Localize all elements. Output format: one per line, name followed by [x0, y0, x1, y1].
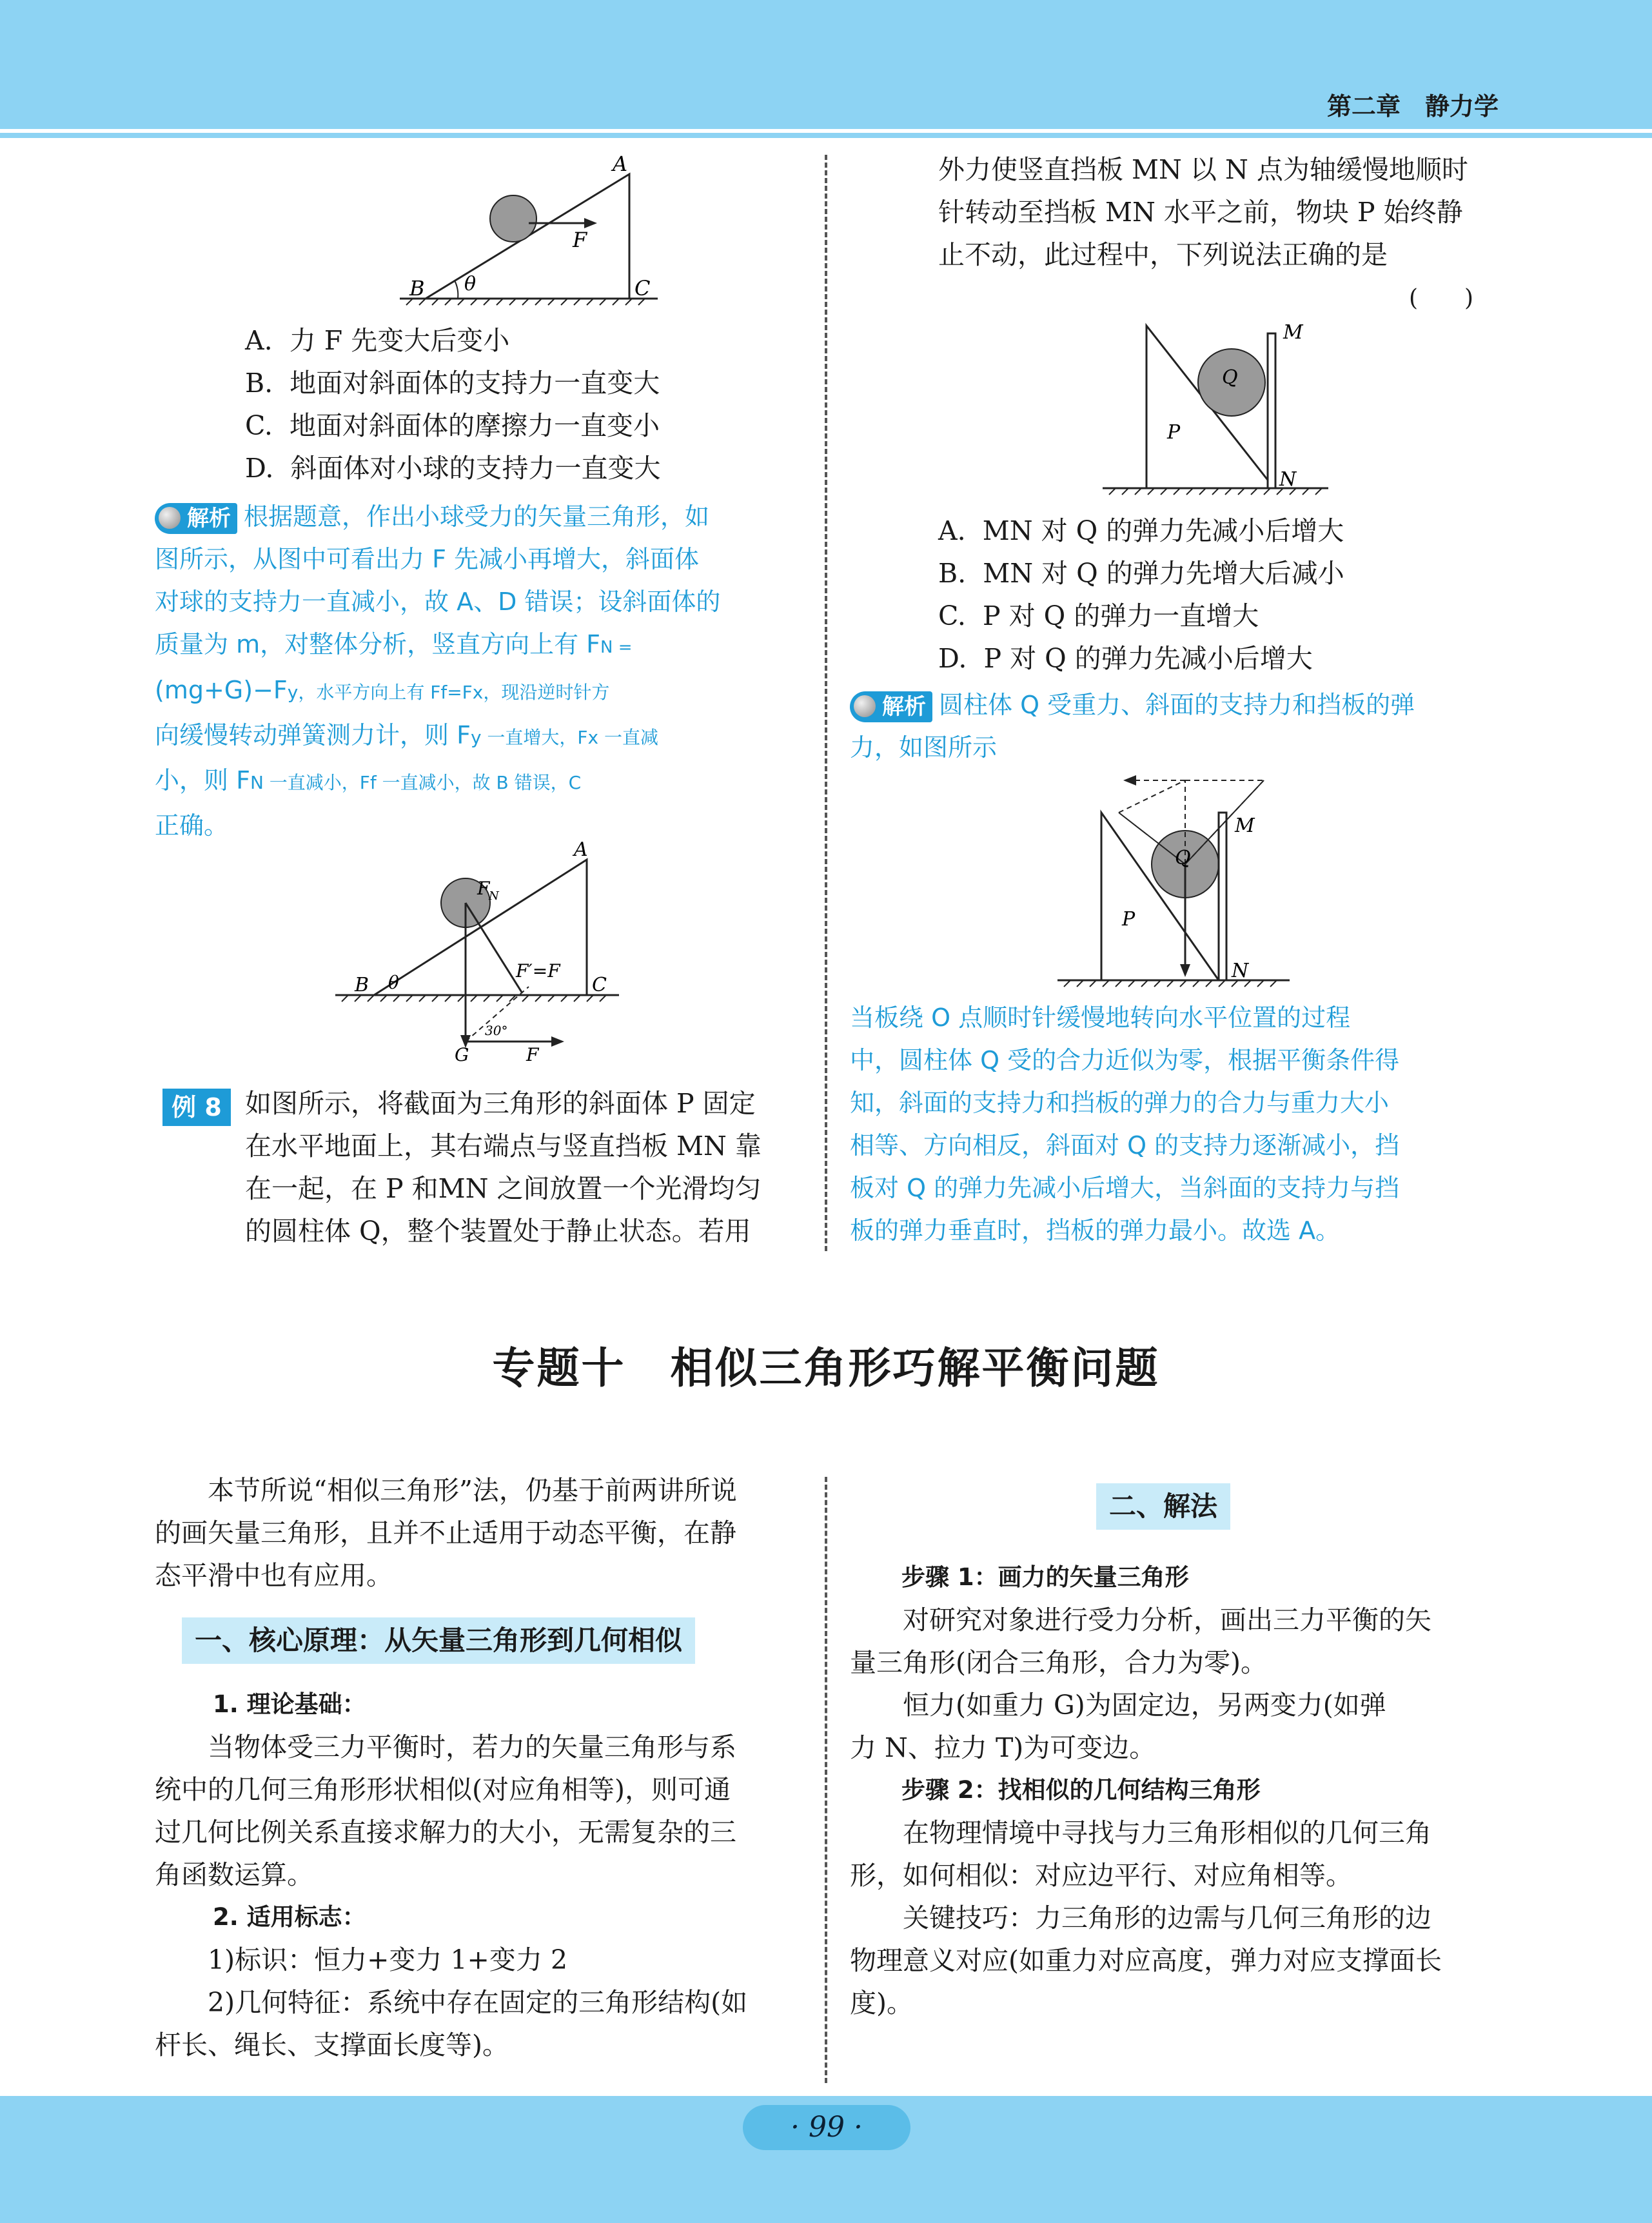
fig3-label-q: Q [1222, 366, 1238, 389]
intro-line: 本节所说“相似三角形”法，仍基于前两讲所说 [208, 1475, 737, 1506]
fig4-label-n: N [1232, 960, 1249, 982]
figure-wedge-cylinder [1096, 319, 1341, 503]
body-line: 关键技巧：力三角形的边需与几何三角形的边 [903, 1902, 1431, 1933]
option-a: A. 力 F 先变大后变小 [245, 325, 510, 356]
method-body [850, 1556, 1501, 2024]
option-a: A. MN 对 Q 的弹力先减小后增大 [938, 515, 1344, 546]
fig4-label-m: M [1235, 815, 1255, 837]
question-line: 针转动至挡板 MN 水平之前，物块 P 始终静 [938, 197, 1463, 228]
analysis-tag: 解析 [850, 691, 932, 722]
fig1-label-c: C [634, 276, 651, 301]
analysis-frag: x，现沿逆时针方 [472, 682, 610, 703]
analysis-line: 质量为 m，对整体分析，竖直方向上有 F [155, 630, 601, 658]
conclusion-line: 相等、方向相反，斜面对 Q 的支持力逐渐减小，挡 [850, 1131, 1400, 1160]
figure-incline-ball [387, 152, 664, 306]
analysis-frag: f 一直减小，故 B 错误，C [369, 772, 582, 793]
conclusion-line: 当板绕 O 点顺时针缓慢地转向水平位置的过程 [850, 1003, 1351, 1032]
conclusion-line: 板对 Q 的弹力先减小后增大，当斜面的支持力与挡 [850, 1174, 1400, 1202]
conclusion-line: 中，圆柱体 Q 受的合力近似为零，根据平衡条件得 [850, 1046, 1400, 1074]
example-tag: 例 8 [162, 1089, 231, 1126]
option-c: C. P 对 Q 的弹力一直增大 [938, 600, 1259, 631]
fig3-label-n: N [1279, 468, 1297, 491]
core-principle-body [155, 1683, 806, 2066]
fig1-label-a: A [613, 152, 628, 176]
analysis-line: 正确。 [155, 811, 229, 840]
body-line: 对研究对象进行受力分析，画出三力平衡的矢 [903, 1605, 1431, 1635]
example-line: 如图所示，将截面为三角形的斜面体 P 固定 [245, 1088, 756, 1119]
option-d: D. 斜面体对小球的支持力一直变大 [245, 453, 661, 484]
analysis-frag: y 一直增大，F [470, 727, 588, 748]
example-line: 在一起，在 P 和MN 之间放置一个光滑均匀 [245, 1173, 762, 1204]
analysis-line: 根据题意，作出小球受力的矢量三角形，如 [244, 502, 710, 531]
fig1-label-theta: θ [464, 273, 477, 295]
answer-blank: ( ) [1409, 285, 1474, 311]
body-line: 量三角形(闭合三角形，合力为零)。 [850, 1647, 1267, 1678]
fig4-label-q: Q [1175, 847, 1191, 869]
fig1-label-b: B [409, 276, 425, 301]
subheading-markers: 2. 适用标志： [213, 1903, 366, 1931]
conclusion-line: 板的弹力垂直时，挡板的弹力最小。故选 A。 [850, 1216, 1341, 1245]
figure-force-analysis [1051, 767, 1296, 993]
example-line: 的圆柱体 Q，整个装置处于静止状态。若用 [245, 1216, 751, 1247]
analysis-frag: N = [600, 638, 633, 657]
column-divider-top [825, 155, 827, 1251]
right-question [938, 148, 1468, 276]
fig3-label-m: M [1283, 321, 1303, 344]
question-line: 外力使竖直挡板 MN 以 N 点为轴缓慢地顺时 [938, 154, 1468, 185]
body-line: 统中的几何三角形形状相似(对应角相等)，则可通 [155, 1774, 731, 1805]
body-line: 1)标识：恒力+变力 1+变力 2 [208, 1944, 568, 1975]
intro-line: 的画矢量三角形，且并不止适用于动态平衡，在静 [155, 1517, 736, 1548]
analysis-frag: f=F [440, 682, 473, 703]
header-rule [0, 133, 1652, 138]
left-analysis [155, 495, 806, 847]
body-line: 力 N、拉力 T)为可变边。 [850, 1732, 1156, 1763]
body-line: 角函数运算。 [155, 1859, 313, 1890]
analysis-line: (mg+G)−F [155, 676, 288, 704]
analysis-line: 圆柱体 Q 受重力、斜面的支持力和挡板的弹 [939, 691, 1415, 719]
fig2-label-angle: 30° [485, 1023, 508, 1038]
fig2-label-fn-sub: N [489, 889, 499, 903]
body-line: 杆长、绳长、支撑面长度等)。 [155, 2030, 509, 2060]
example-text [245, 1082, 762, 1252]
analysis-line: 图所示，从图中可看出力 F 先减小再增大，斜面体 [155, 545, 700, 573]
body-line: 恒力(如重力 G)为固定边，另两变力(如弹 [903, 1690, 1386, 1721]
left-options [245, 319, 661, 489]
right-options [938, 509, 1344, 680]
fig2-label-f: F [526, 1044, 539, 1064]
conclusion-line: 知，斜面的支持力和挡板的弹力的合力与重力大小 [850, 1089, 1390, 1117]
analysis-frag: x 一直减 [587, 727, 659, 748]
analysis-line: 对球的支持力一直减小，故 A、D 错误；设斜面体的 [155, 588, 721, 616]
fig2-label-fn: F [477, 878, 490, 899]
right-conclusion [850, 996, 1501, 1252]
fig2-label-b: B [355, 974, 369, 996]
figure-force-triangle [335, 842, 632, 1064]
section-intro [155, 1469, 806, 1597]
option-d: D. P 对 Q 的弹力先减小后增大 [938, 643, 1313, 674]
example-line: 在水平地面上，其右端点与竖直挡板 MN 靠 [245, 1131, 762, 1161]
body-line: 过几何比例关系直接求解力的大小，无需复杂的三 [155, 1817, 736, 1848]
fig3-label-p: P [1167, 421, 1181, 444]
analysis-tag: 解析 [155, 503, 237, 534]
fig2-label-fprime: F′=F [516, 960, 560, 982]
chapter-title: 第二章 静力学 [1326, 92, 1499, 121]
body-line: 度)。 [850, 1988, 913, 2019]
heading-method: 二、解法 [1096, 1483, 1230, 1530]
step-1-heading: 步骤 1：画力的矢量三角形 [901, 1563, 1189, 1591]
fig2-label-a: A [574, 842, 588, 861]
fig2-label-g: G [455, 1044, 469, 1064]
page-number: · 99 · [743, 2105, 910, 2150]
analysis-line: 小，则 F [155, 766, 250, 795]
section-title: 专题十 相似三角形巧解平衡问题 [492, 1343, 1160, 1393]
body-line: 形，如何相似：对应边平行、对应角相等。 [850, 1860, 1352, 1891]
subheading-theory: 1. 理论基础： [213, 1690, 366, 1718]
analysis-frag: N 一直减小，F [250, 772, 370, 793]
step-2-heading: 步骤 2：找相似的几何结构三角形 [901, 1776, 1261, 1804]
question-line: 止不动，此过程中，下列说法正确的是 [938, 239, 1388, 270]
body-line: 2)几何特征：系统中存在固定的三角形结构(如 [208, 1987, 748, 2018]
option-c: C. 地面对斜面体的摩擦力一直变小 [245, 410, 660, 441]
fig1-label-f: F [573, 228, 587, 252]
right-analysis [850, 684, 1501, 769]
option-b: B. MN 对 Q 的弹力先增大后减小 [938, 558, 1344, 589]
option-b: B. 地面对斜面体的支持力一直变大 [245, 368, 660, 399]
analysis-line: 力，如图所示 [850, 733, 998, 762]
intro-line: 态平滑中也有应用。 [155, 1560, 393, 1591]
body-line: 当物体受三力平衡时，若力的矢量三角形与系 [208, 1732, 736, 1763]
analysis-frag: y，水平方向上有 F [287, 682, 441, 703]
body-line: 物理意义对应(如重力对应高度，弹力对应支撑面长 [850, 1945, 1442, 1976]
fig4-label-p: P [1122, 908, 1136, 931]
fig2-label-theta: θ [388, 972, 399, 993]
column-divider-bottom [825, 1477, 827, 2083]
fig2-label-c: C [592, 974, 607, 996]
analysis-line: 向缓慢转动弹簧测力计，则 F [155, 721, 471, 749]
body-line: 在物理情境中寻找与力三角形相似的几何三角 [903, 1817, 1431, 1848]
heading-core-principle: 一、核心原理：从矢量三角形到几何相似 [182, 1617, 695, 1664]
